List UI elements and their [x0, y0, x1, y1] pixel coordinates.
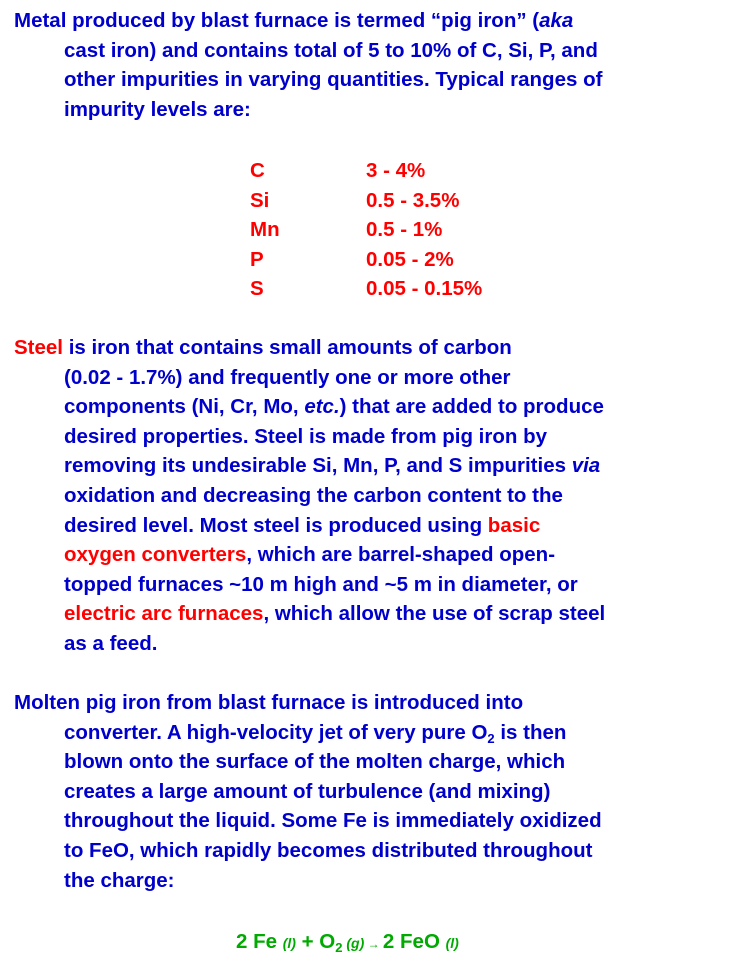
italic-text: via	[571, 454, 601, 478]
chemical-equation	[236, 927, 459, 960]
intro-line: impurity levels are:	[64, 97, 251, 121]
eq-product: 2 FeO	[382, 930, 446, 953]
text: , which are barrel-shaped open-	[246, 543, 556, 567]
molten-line: throughout the liquid. Some Fe is immediately oxidized	[64, 809, 602, 833]
steel-line: desired properties. Steel is made from pig iron by	[64, 424, 548, 448]
text: is then	[494, 720, 567, 744]
impurity-row	[250, 215, 482, 245]
impurity-element: C	[250, 159, 265, 182]
eq-reactant: 2 Fe	[236, 930, 283, 953]
molten-line: blown onto the surface of the molten charge, which	[64, 750, 566, 774]
intro-line: other impurities in varying quantities. Typical ranges of	[64, 68, 603, 92]
molten-line: to FeO, which rapidly becomes distributed throughout	[64, 838, 593, 862]
italic-text: aka	[539, 9, 574, 32]
steel-line: as a feed.	[64, 631, 158, 655]
steel-paragraph	[14, 333, 738, 659]
steel-line	[14, 392, 738, 422]
text: components (Ni, Cr, Mo,	[64, 395, 305, 419]
steel-line: (0.02 - 1.7%) and frequently one or more other	[64, 365, 511, 389]
eq-phase: (l)	[445, 935, 459, 951]
impurity-element: Si	[250, 188, 270, 212]
eq-arrow: →	[364, 937, 383, 951]
molten-line	[14, 718, 738, 748]
text: converter. A high-velocity jet of very pure O	[64, 720, 488, 744]
steel-line: topped furnaces ~10 m high and ~5 m in diameter, or	[64, 572, 578, 596]
impurity-table	[250, 156, 482, 304]
intro-line	[14, 6, 738, 36]
impurity-range: 0.05 - 2%	[366, 247, 454, 271]
impurity-range: 0.5 - 3.5%	[366, 188, 460, 212]
impurity-row	[250, 156, 482, 186]
steel-line	[14, 333, 738, 363]
molten-paragraph	[14, 688, 738, 895]
eq-phase: (g)	[342, 935, 365, 951]
steel-line	[14, 599, 738, 629]
text: ) that are added to produce	[339, 395, 604, 419]
steel-line: oxidation and decreasing the carbon content to the	[64, 483, 563, 507]
text: Metal produced by blast furnace is termed “pig iron” (	[14, 9, 540, 32]
impurity-element: S	[250, 277, 264, 301]
eq-phase: (l)	[282, 935, 296, 951]
highlight-term: oxygen converters	[64, 543, 247, 567]
molten-line: creates a large amount of turbulence (and mixing)	[64, 779, 551, 803]
molten-line: the charge:	[64, 868, 175, 892]
text: desired level. Most steel is produced using	[64, 513, 488, 537]
steel-term: Steel	[14, 336, 63, 359]
italic-text: etc.	[304, 395, 340, 419]
impurity-row	[250, 274, 482, 304]
highlight-term: basic	[487, 513, 541, 537]
text: is iron that contains small amounts of carbon	[63, 336, 512, 359]
subscript: 2	[487, 730, 495, 746]
eq-subscript: 2	[335, 940, 343, 955]
impurity-range: 0.5 - 1%	[366, 218, 443, 242]
impurity-element: P	[250, 247, 264, 271]
intro-paragraph	[14, 6, 738, 124]
molten-line: Molten pig iron from blast furnace is introduced into	[14, 691, 524, 714]
impurity-row	[250, 245, 482, 275]
highlight-term: electric arc furnaces	[64, 602, 264, 626]
eq-reactant: + O	[295, 930, 336, 953]
impurity-element: Mn	[250, 218, 280, 242]
impurity-range: 3 - 4%	[366, 159, 426, 182]
steel-line	[14, 451, 738, 481]
steel-line	[14, 540, 738, 570]
text: , which allow the use of scrap steel	[263, 602, 606, 626]
intro-line: cast iron) and contains total of 5 to 10% of C, Si, P, and	[64, 38, 598, 62]
impurity-range: 0.05 - 0.15%	[366, 277, 483, 301]
steel-line	[14, 511, 738, 541]
text: removing its undesirable Si, Mn, P, and S impurities	[64, 454, 572, 478]
impurity-row	[250, 186, 482, 216]
